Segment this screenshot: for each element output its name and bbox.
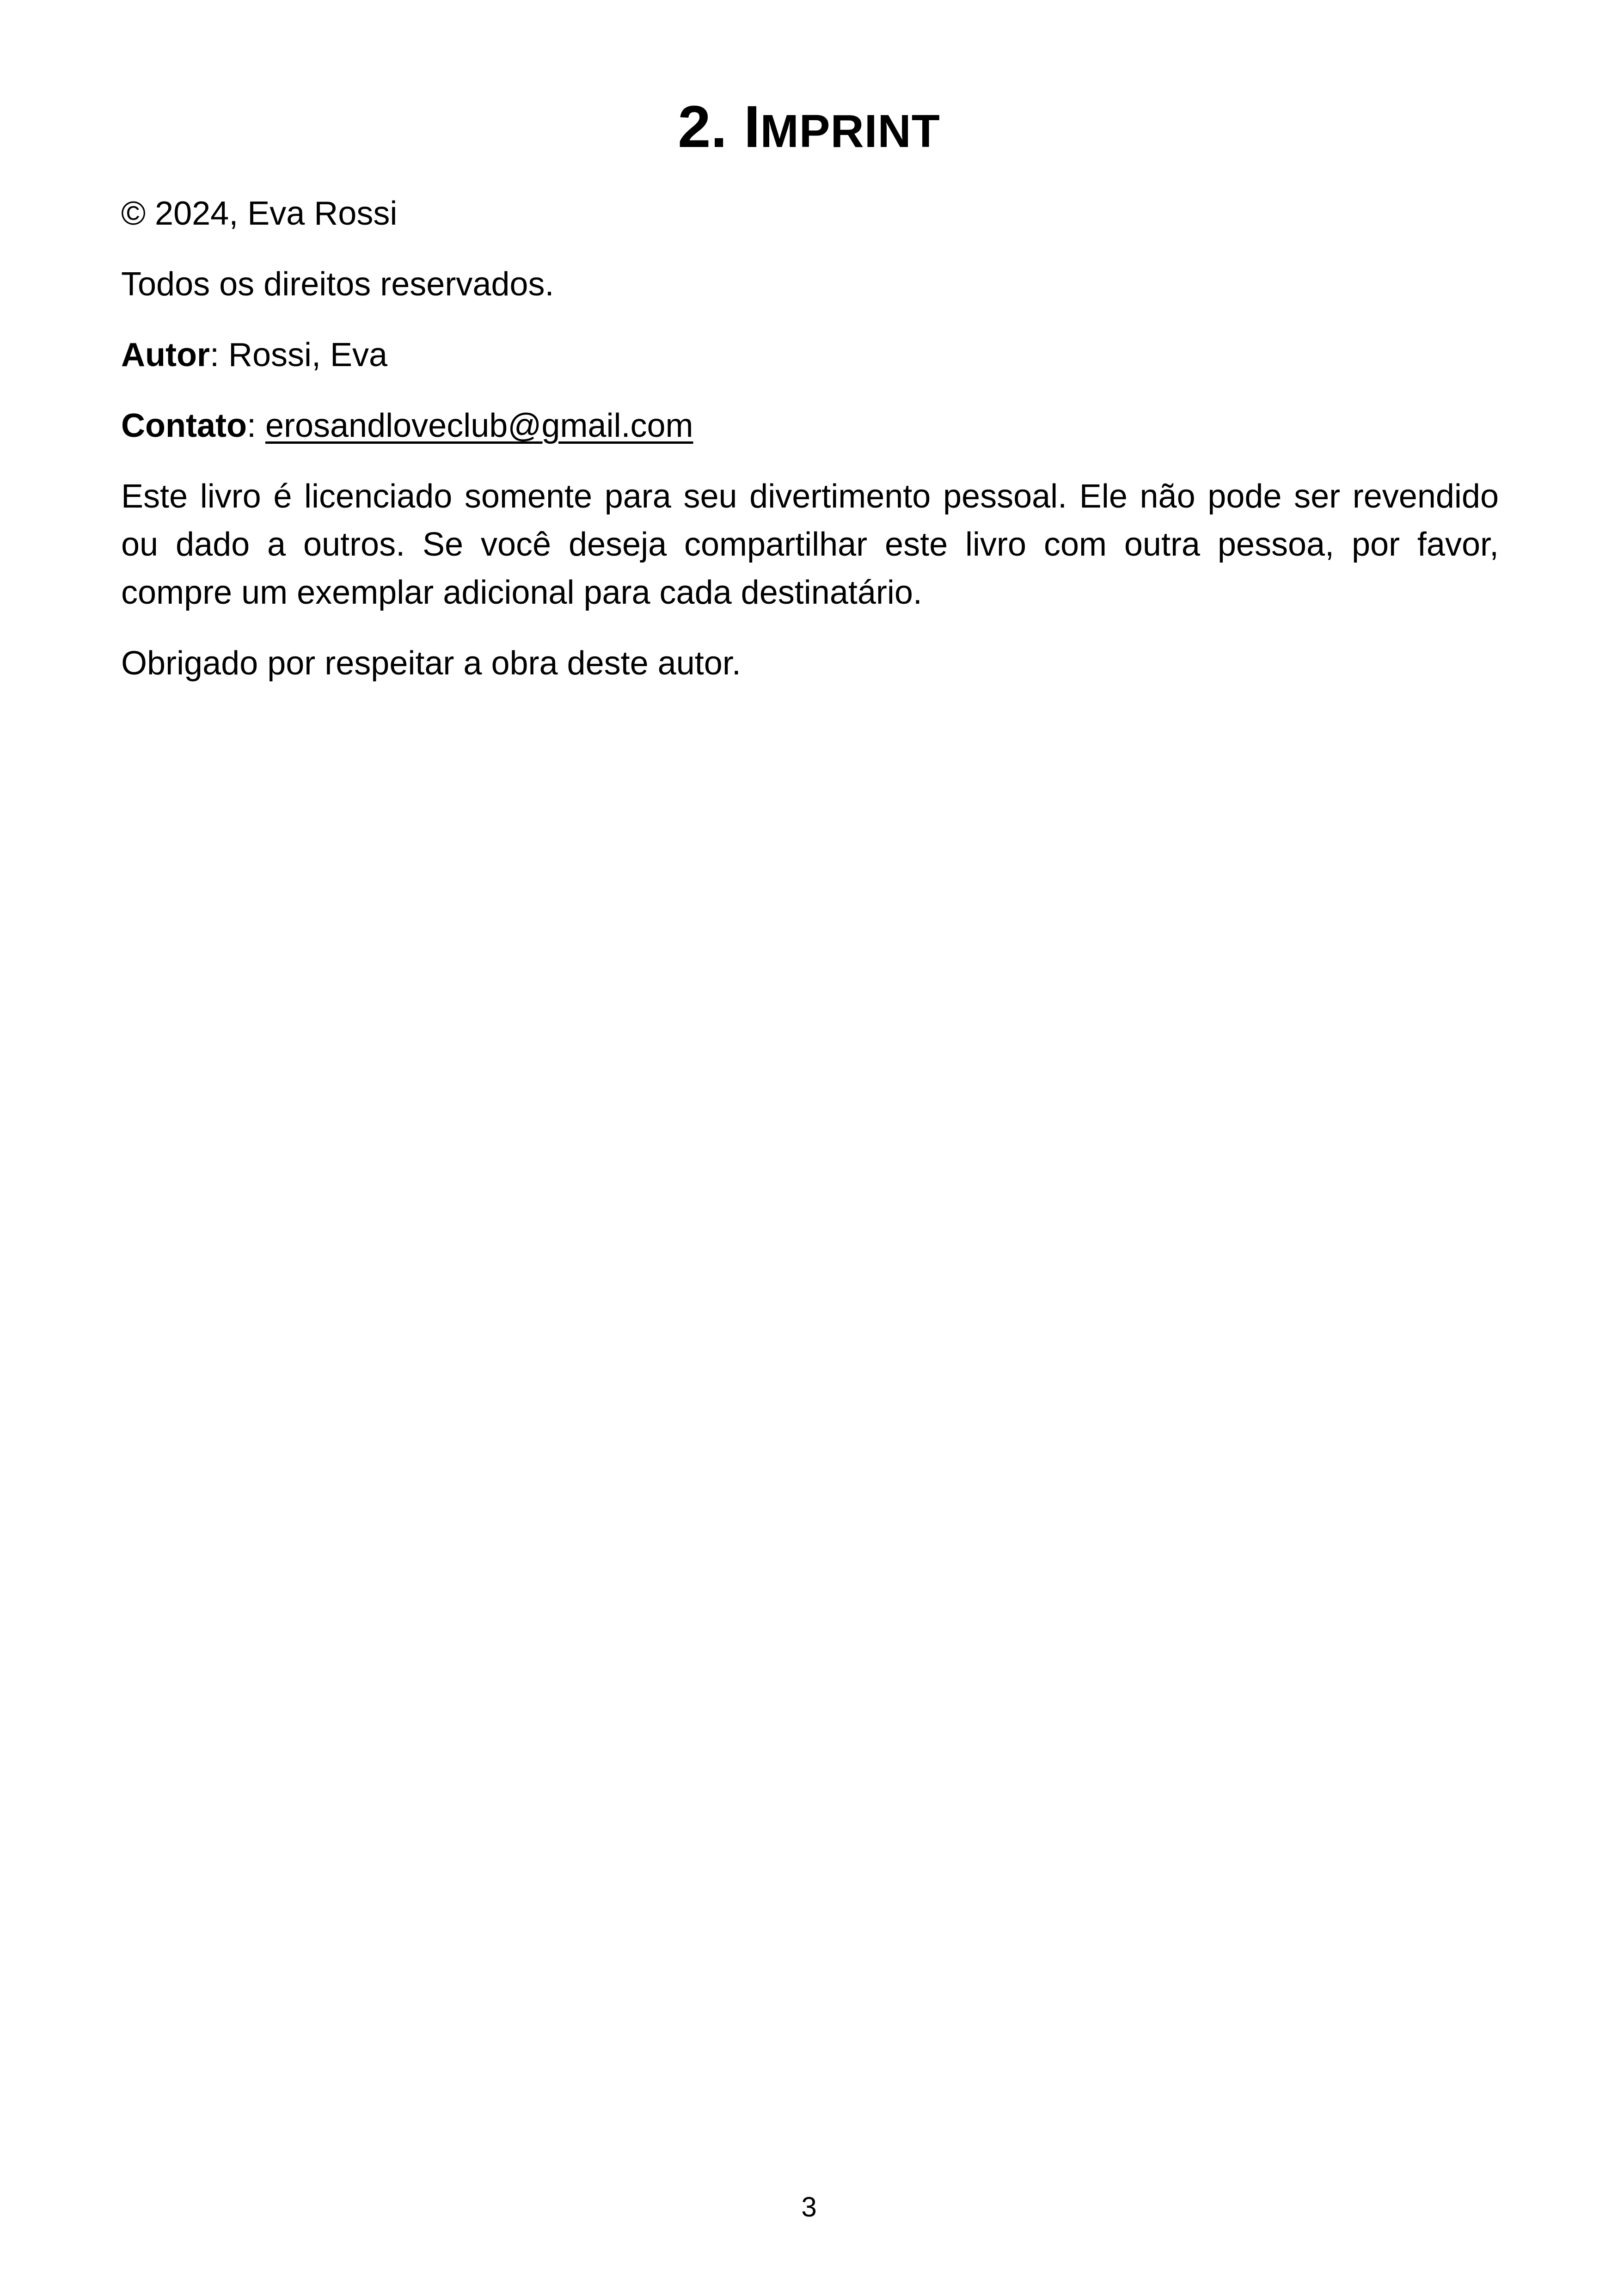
thanks-line: Obrigado por respeitar a obra deste autor. bbox=[121, 645, 741, 682]
author-label: Autor bbox=[121, 337, 210, 373]
heading-title-initial: I bbox=[743, 94, 760, 160]
contact-separator: : bbox=[246, 407, 265, 444]
heading-number: 2. bbox=[678, 94, 727, 160]
contact-email-link[interactable]: erosandloveclub@gmail.com bbox=[265, 407, 693, 444]
author-line bbox=[121, 331, 1499, 379]
copyright-line: © 2024, Eva Rossi bbox=[121, 195, 398, 232]
author-value: : Rossi, Eva bbox=[209, 337, 388, 373]
contact-label: Contato bbox=[121, 407, 247, 444]
section-heading bbox=[0, 90, 1618, 168]
contact-line bbox=[121, 402, 1499, 450]
rights-line: Todos os direitos reservados. bbox=[121, 266, 554, 303]
license-paragraph: Este livro é licenciado somente para seu divertimento pessoal. Ele não pode ser revendido ou dado a outros. Se você deseja compartilhar este livro com outra pessoa, por favor, compre um exemplar adicional para cada destinatário. bbox=[121, 478, 1499, 611]
page-number: 3 bbox=[801, 2192, 817, 2223]
page-body bbox=[121, 190, 1499, 710]
heading-title-rest: MPRINT bbox=[760, 105, 940, 157]
